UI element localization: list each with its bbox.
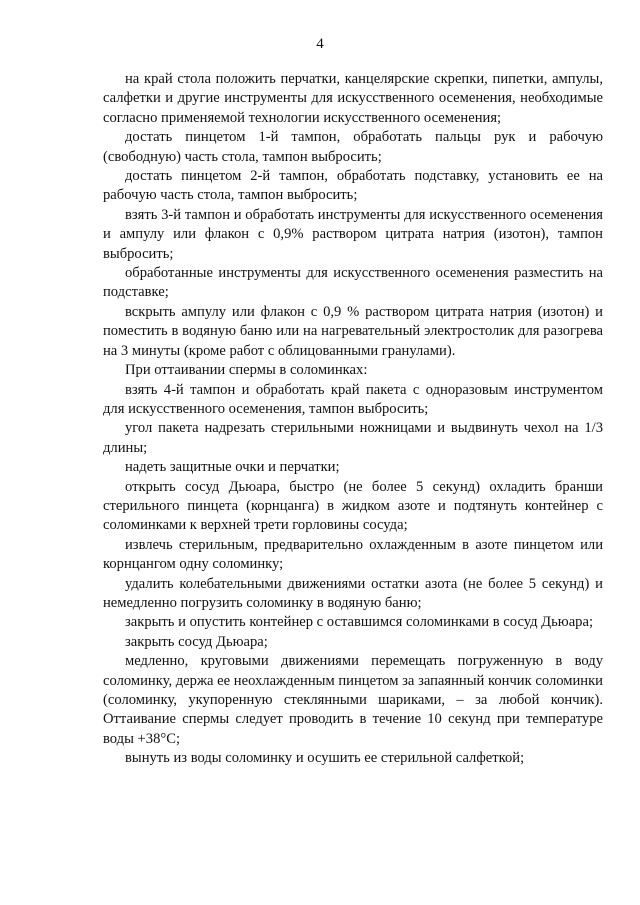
paragraph-dry-straw: вынуть из воды соломинку и осушить ее стерильной салфеткой; — [125, 750, 525, 767]
paragraph-put-items-on-table: на край стола положить перчатки, канцелярские скрепки, пипетки, ампулы, салфетки и другие инструменты для искусственного осеменения, необходимые согласно применяемой технологии искусственного осеменения; — [103, 71, 603, 126]
paragraph-put-on-goggles: надеть защитные очки и перчатки; — [125, 459, 340, 476]
paragraph-tampon-4: взять 4-й тампон и обработать край пакета с одноразовым инструментом для искусственного осеменения, тампон выбросить; — [103, 381, 603, 417]
paragraph-cut-package: угол пакета надрезать стерильными ножницами и выдвинуть чехол на 1/3 длины; — [103, 420, 603, 456]
paragraph-close-dewar: закрыть сосуд Дьюара; — [125, 633, 268, 650]
paragraph-place-instruments: обработанные инструменты для искусственного осеменения разместить на подставке; — [103, 265, 603, 301]
paragraph-open-dewar: открыть сосуд Дьюара, быстро (не более 5 секунд) охладить бранши стерильного пинцета (корнцанга) в жидком азоте и подтянуть контейнер с соломинками к верхней трети горловины сосуда; — [103, 478, 603, 534]
paragraph-move-straw: медленно, круговыми движениями перемещать погруженную в воду соломинку, держа ее неохлажденным пинцетом за запаянный кончик соломинки (соломинку, укупоренную стеклянными шариками, – за любой кончик). Оттаивание спермы следует проводить в течение 10 секунд при температуре воды +38°С; — [103, 653, 603, 747]
paragraph-extract-straw: извлечь стерильным, предварительно охлажденным в азоте пинцетом или корнцангом одну соломинку; — [103, 536, 603, 573]
paragraph-tampon-2: достать пинцетом 2-й тампон, обработать подставку, установить ее на рабочую часть стола, тампон выбросить; — [103, 168, 603, 204]
paragraph-tampon-1: достать пинцетом 1-й тампон, обработать пальцы рук и рабочую (свободную) часть стола, тампон выбросить; — [103, 129, 603, 165]
paragraph-straw-thawing-heading: При оттаивании спермы в соломинках: — [125, 362, 368, 379]
page-number: 4 — [316, 36, 324, 52]
paragraph-lower-container: закрыть и опустить контейнер с оставшимся соломинками в сосуд Дьюара; — [125, 614, 593, 631]
paragraph-remove-nitrogen: удалить колебательными движениями остатки азота (не более 5 секунд) и немедленно погрузить соломинку в водяную баню; — [103, 575, 603, 611]
document-body — [103, 70, 603, 769]
paragraph-open-ampoule: вскрыть ампулу или флакон с 0,9 % раствором цитрата натрия (изотон) и поместить в водяную баню или на нагревательный электростолик для разогрева на 3 минуты (кроме работ с облицованными гранулами). — [103, 303, 603, 359]
paragraph-tampon-3: взять 3-й тампон и обработать инструменты для искусственного осеменения и ампулу или флакон с 0,9% раствором цитрата натрия (изотон), тампон выбросить; — [103, 206, 603, 262]
